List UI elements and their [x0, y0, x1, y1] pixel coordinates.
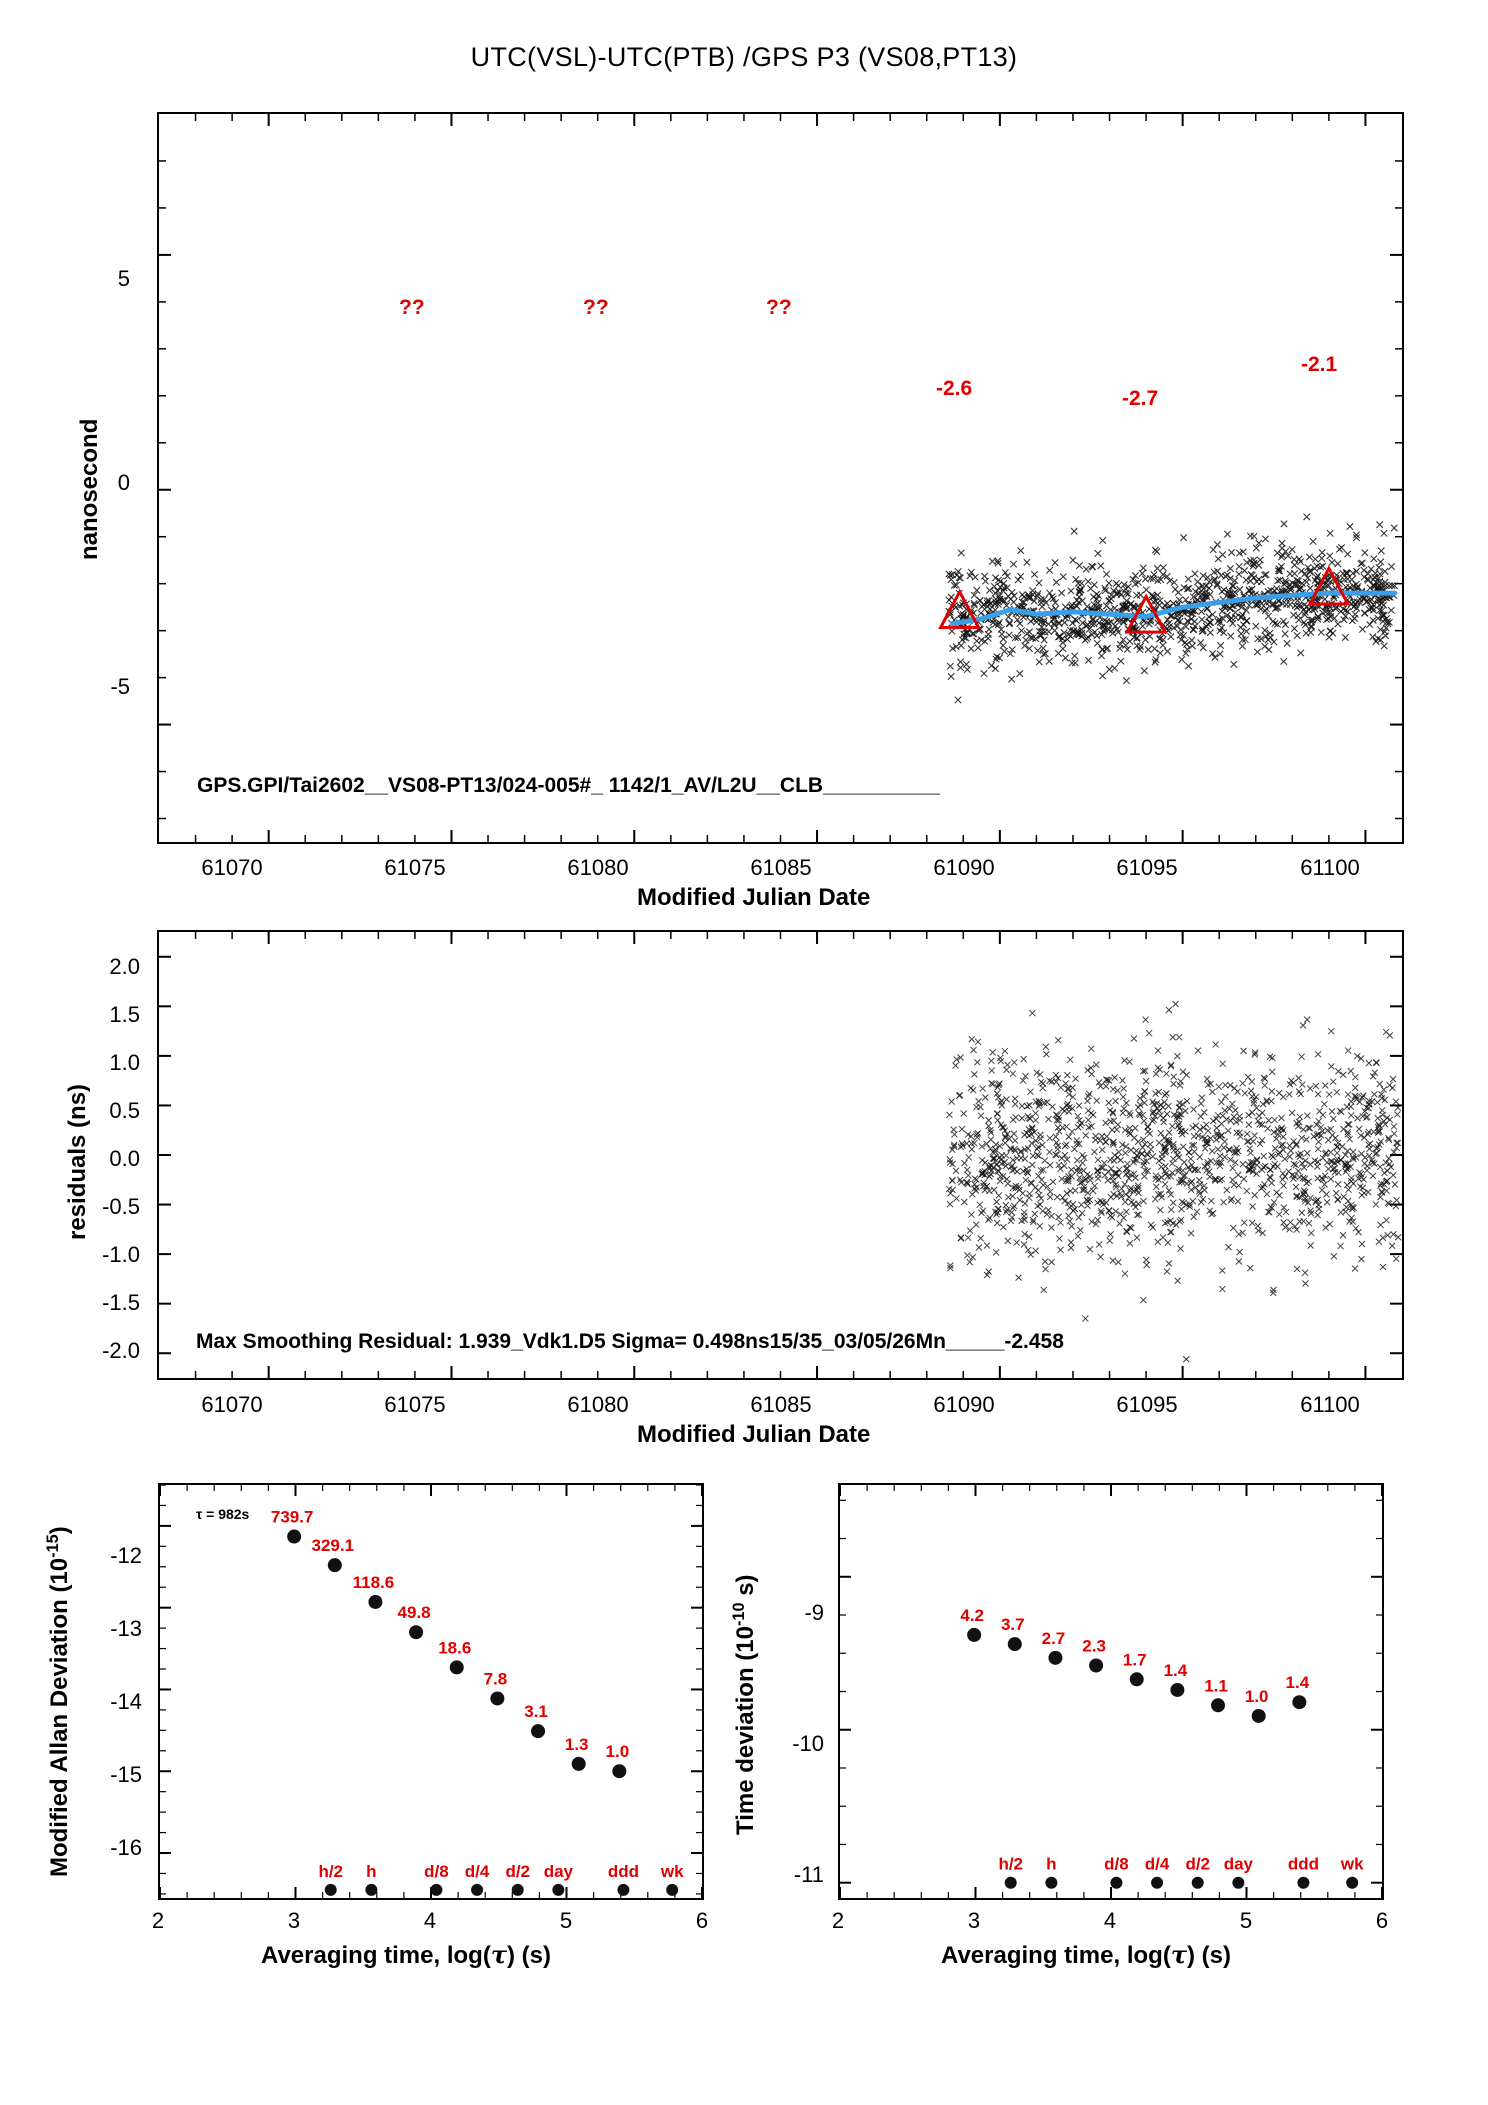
panel2-ytick-0: 2.0: [109, 954, 140, 979]
panel2-xlabel: Modified Julian Date: [637, 1421, 871, 1448]
panel2-xtick-4: 61090: [933, 1392, 995, 1417]
panel1-caption: GPS.GPI/Tai2602__VS08-PT13/024-005#_ 1142/1_AV/L2U__CLB__________: [197, 774, 940, 797]
panel2-xtick-6: 61100: [1300, 1392, 1360, 1417]
panel3-ytick-0: -12: [110, 1543, 142, 1568]
panel2-xtick-5: 61095: [1116, 1392, 1178, 1417]
time-deviation-plot: [838, 1483, 1384, 1900]
panel1-xtick-5: 61095: [1116, 855, 1178, 880]
panel4-ytick-1: -10: [792, 1731, 824, 1756]
mod-allan-deviation-plot: [158, 1483, 704, 1900]
panel1-annot-2: ??: [766, 296, 792, 319]
panel4-xtick-4: 6: [1375, 1908, 1389, 1933]
panel3-xlabel: Averaging time, log(τ) (s): [261, 1940, 551, 1969]
panel1-annot-5: -2.1: [1301, 353, 1338, 376]
panel3-ytick-1: -13: [110, 1616, 142, 1641]
panel4-xlabel: Averaging time, log(τ) (s): [941, 1940, 1231, 1969]
panel2-ytick-1: 1.5: [109, 1002, 140, 1027]
panel1-xtick-4: 61090: [933, 855, 995, 880]
panel2-xtick-2: 61080: [567, 1392, 629, 1417]
panel4-xtick-3: 5: [1239, 1908, 1253, 1933]
phase-comparison-plot: [157, 112, 1404, 844]
panel2-ylabel: residuals (ns): [64, 1083, 91, 1240]
panel2-ytick-3: 0.5: [109, 1098, 140, 1123]
panel4-xtick-0: 2: [831, 1908, 845, 1933]
panel2-xtick-3: 61085: [750, 1392, 812, 1417]
panel1-xtick-2: 61080: [567, 855, 629, 880]
panel3-xtick-4: 6: [695, 1908, 709, 1933]
panel1-annot-0: ??: [399, 296, 425, 319]
panel3-ytick-4: -16: [110, 1835, 142, 1860]
panel2-xtick-1: 61075: [384, 1392, 446, 1417]
panel3-xtick-1: 3: [287, 1908, 301, 1933]
panel2-ytick-2: 1.0: [109, 1050, 140, 1075]
panel3-xtick-0: 2: [151, 1908, 165, 1933]
panel1-ylabel: nanosecond: [76, 418, 103, 560]
panel2-ytick-7: -1.5: [102, 1290, 140, 1315]
panel2-xtick-0: 61070: [201, 1392, 263, 1417]
panel3-tau-note: τ = 982s: [196, 1506, 250, 1522]
panel3-ytick-3: -15: [110, 1762, 142, 1787]
panel1-xtick-6: 61100: [1300, 855, 1360, 880]
panel2-ytick-8: -2.0: [102, 1338, 140, 1363]
panel2-ytick-4: 0.0: [109, 1146, 140, 1171]
panel1-ytick-0: 5: [117, 266, 130, 291]
panel2-ytick-6: -1.0: [102, 1242, 140, 1267]
panel3-xtick-2: 4: [423, 1908, 437, 1933]
panel1-xtick-0: 61070: [201, 855, 263, 880]
panel4-ytick-0: -9: [804, 1600, 824, 1625]
panel4-ytick-2: -11: [793, 1862, 824, 1887]
panel3-xtick-3: 5: [559, 1908, 573, 1933]
panel4-xtick-2: 4: [1103, 1908, 1117, 1933]
panel3-ylabel: Modified Allan Deviation $(10^{-15})$: [44, 1526, 73, 1877]
panel2-ytick-5: -0.5: [102, 1194, 140, 1219]
panel4-xtick-1: 3: [967, 1908, 981, 1933]
panel2-caption: Max Smoothing Residual: 1.939_Vdk1.D5 Sigma= 0.498ns15/35_03/05/26Mn_____-2.458: [196, 1330, 1064, 1353]
panel1-xtick-1: 61075: [384, 855, 446, 880]
panel1-ytick-2: -5: [110, 674, 130, 699]
panel1-annot-4: -2.7: [1122, 387, 1159, 410]
panel1-ytick-1: 0: [117, 470, 130, 495]
panel1-annot-1: ??: [583, 296, 609, 319]
panel1-xtick-3: 61085: [750, 855, 812, 880]
panel4-ylabel: Time deviation ($10^{-10}$ s): [730, 1574, 759, 1835]
panel1-xlabel: Modified Julian Date: [637, 884, 871, 911]
panel1-annot-3: -2.6: [936, 377, 973, 400]
panel3-ytick-2: -14: [110, 1689, 142, 1714]
residuals-plot: [157, 930, 1404, 1380]
figure-title: UTC(VSL)-UTC(PTB) /GPS P3 (VS08,PT13): [470, 42, 1018, 72]
